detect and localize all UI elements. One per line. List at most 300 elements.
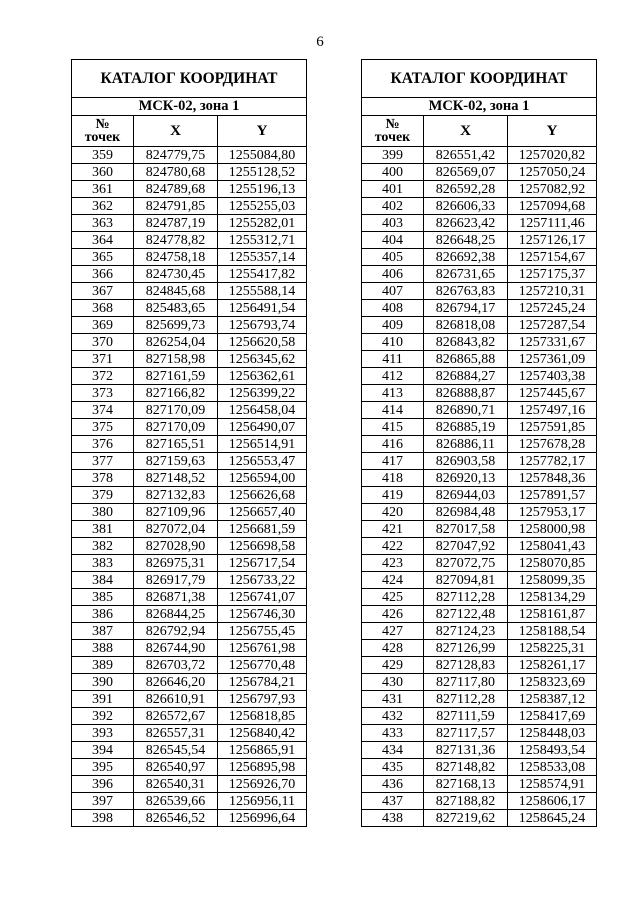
point-number-cell: 384 — [72, 572, 134, 589]
table-row — [72, 215, 307, 232]
y-coordinate-cell: 1258533,08 — [508, 759, 597, 776]
point-number-cell: 368 — [72, 300, 134, 317]
y-coordinate-cell: 1258323,69 — [508, 674, 597, 691]
y-coordinate-cell: 1258417,69 — [508, 708, 597, 725]
point-number-cell: 360 — [72, 164, 134, 181]
table-row — [72, 555, 307, 572]
column-header-point-number: № точек — [362, 116, 424, 147]
table-subtitle: МСК-02, зона 1 — [72, 98, 307, 116]
x-coordinate-cell: 827219,62 — [424, 810, 508, 827]
point-number-cell: 365 — [72, 249, 134, 266]
x-coordinate-cell: 826540,97 — [134, 759, 218, 776]
y-coordinate-cell: 1256490,07 — [218, 419, 307, 436]
point-number-cell: 379 — [72, 487, 134, 504]
coordinate-catalog-table-left — [71, 59, 307, 827]
point-number-cell: 418 — [362, 470, 424, 487]
y-coordinate-cell: 1255417,82 — [218, 266, 307, 283]
y-coordinate-cell: 1256770,48 — [218, 657, 307, 674]
point-number-cell: 381 — [72, 521, 134, 538]
y-coordinate-cell: 1256784,21 — [218, 674, 307, 691]
y-coordinate-cell: 1257154,67 — [508, 249, 597, 266]
table-row — [72, 402, 307, 419]
x-coordinate-cell: 826692,38 — [424, 249, 508, 266]
y-coordinate-cell: 1257082,92 — [508, 181, 597, 198]
table-row — [362, 470, 597, 487]
point-number-cell: 410 — [362, 334, 424, 351]
table-row — [362, 657, 597, 674]
point-number-cell: 429 — [362, 657, 424, 674]
table-row — [72, 317, 307, 334]
y-coordinate-cell: 1257210,31 — [508, 283, 597, 300]
table-row — [72, 742, 307, 759]
point-number-cell: 417 — [362, 453, 424, 470]
table-row — [72, 623, 307, 640]
table-title: КАТАЛОГ КООРДИНАТ — [362, 60, 597, 98]
column-header-y: Y — [218, 116, 307, 147]
table-row — [72, 538, 307, 555]
point-number-cell: 366 — [72, 266, 134, 283]
point-number-cell: 412 — [362, 368, 424, 385]
x-coordinate-cell: 826545,54 — [134, 742, 218, 759]
table-row — [72, 368, 307, 385]
x-coordinate-cell: 827170,09 — [134, 402, 218, 419]
table-row — [72, 691, 307, 708]
point-number-cell: 394 — [72, 742, 134, 759]
point-number-cell: 425 — [362, 589, 424, 606]
y-coordinate-cell: 1255084,80 — [218, 147, 307, 164]
table-row — [72, 249, 307, 266]
table-row — [362, 640, 597, 657]
point-number-cell: 432 — [362, 708, 424, 725]
table-row — [362, 419, 597, 436]
y-coordinate-cell: 1258134,29 — [508, 589, 597, 606]
table-row — [72, 521, 307, 538]
table-row — [72, 266, 307, 283]
point-number-cell: 408 — [362, 300, 424, 317]
point-number-cell: 428 — [362, 640, 424, 657]
y-coordinate-cell: 1255196,13 — [218, 181, 307, 198]
x-coordinate-cell: 827188,82 — [424, 793, 508, 810]
y-coordinate-cell: 1257403,38 — [508, 368, 597, 385]
point-number-cell: 436 — [362, 776, 424, 793]
table-row — [72, 640, 307, 657]
y-coordinate-cell: 1255255,03 — [218, 198, 307, 215]
y-coordinate-cell: 1258261,17 — [508, 657, 597, 674]
y-coordinate-cell: 1256362,61 — [218, 368, 307, 385]
point-number-cell: 434 — [362, 742, 424, 759]
point-number-cell: 362 — [72, 198, 134, 215]
table-row — [362, 810, 597, 827]
x-coordinate-cell: 827109,96 — [134, 504, 218, 521]
point-number-cell: 395 — [72, 759, 134, 776]
x-coordinate-cell: 827122,48 — [424, 606, 508, 623]
y-coordinate-cell: 1256865,91 — [218, 742, 307, 759]
table-row — [362, 453, 597, 470]
point-number-cell: 373 — [72, 385, 134, 402]
table-body — [362, 147, 597, 827]
point-number-cell: 435 — [362, 759, 424, 776]
y-coordinate-cell: 1258387,12 — [508, 691, 597, 708]
x-coordinate-cell: 827165,51 — [134, 436, 218, 453]
x-coordinate-cell: 824778,82 — [134, 232, 218, 249]
y-coordinate-cell: 1258099,35 — [508, 572, 597, 589]
y-coordinate-cell: 1256741,07 — [218, 589, 307, 606]
x-coordinate-cell: 826792,94 — [134, 623, 218, 640]
y-coordinate-cell: 1258574,91 — [508, 776, 597, 793]
table-row — [72, 793, 307, 810]
table-row — [72, 453, 307, 470]
point-number-cell: 419 — [362, 487, 424, 504]
y-coordinate-cell: 1256818,85 — [218, 708, 307, 725]
x-coordinate-cell: 826592,28 — [424, 181, 508, 198]
point-number-cell: 372 — [72, 368, 134, 385]
point-number-cell: 411 — [362, 351, 424, 368]
table-row — [362, 300, 597, 317]
point-number-cell: 370 — [72, 334, 134, 351]
point-number-cell: 359 — [72, 147, 134, 164]
table-row — [362, 334, 597, 351]
x-coordinate-cell: 827126,99 — [424, 640, 508, 657]
y-coordinate-cell: 1256594,00 — [218, 470, 307, 487]
x-coordinate-cell: 824758,18 — [134, 249, 218, 266]
x-coordinate-cell: 827072,04 — [134, 521, 218, 538]
table-row — [72, 181, 307, 198]
x-coordinate-cell: 826886,11 — [424, 436, 508, 453]
point-number-cell: 390 — [72, 674, 134, 691]
table-row — [362, 759, 597, 776]
y-coordinate-cell: 1257245,24 — [508, 300, 597, 317]
table-row — [72, 572, 307, 589]
y-coordinate-cell: 1258070,85 — [508, 555, 597, 572]
point-number-cell: 389 — [72, 657, 134, 674]
point-number-cell: 367 — [72, 283, 134, 300]
y-coordinate-cell: 1256761,98 — [218, 640, 307, 657]
point-number-cell: 405 — [362, 249, 424, 266]
point-number-cell: 406 — [362, 266, 424, 283]
table-row — [362, 317, 597, 334]
x-coordinate-cell: 826984,48 — [424, 504, 508, 521]
point-number-cell: 404 — [362, 232, 424, 249]
point-number-cell: 391 — [72, 691, 134, 708]
y-coordinate-cell: 1257361,09 — [508, 351, 597, 368]
point-number-cell: 416 — [362, 436, 424, 453]
table-row — [362, 436, 597, 453]
x-coordinate-cell: 824779,75 — [134, 147, 218, 164]
x-coordinate-cell: 826917,79 — [134, 572, 218, 589]
x-coordinate-cell: 826539,66 — [134, 793, 218, 810]
table-row — [72, 674, 307, 691]
point-number-cell: 427 — [362, 623, 424, 640]
point-number-cell: 386 — [72, 606, 134, 623]
x-coordinate-cell: 827170,09 — [134, 419, 218, 436]
x-coordinate-cell: 826648,25 — [424, 232, 508, 249]
y-coordinate-cell: 1257678,28 — [508, 436, 597, 453]
y-coordinate-cell: 1255282,01 — [218, 215, 307, 232]
x-coordinate-cell: 827148,52 — [134, 470, 218, 487]
x-coordinate-cell: 826569,07 — [424, 164, 508, 181]
y-coordinate-cell: 1257782,17 — [508, 453, 597, 470]
table-row — [362, 249, 597, 266]
x-coordinate-cell: 826254,04 — [134, 334, 218, 351]
x-coordinate-cell: 827128,83 — [424, 657, 508, 674]
x-coordinate-cell: 826744,90 — [134, 640, 218, 657]
y-coordinate-cell: 1258606,17 — [508, 793, 597, 810]
point-number-cell: 431 — [362, 691, 424, 708]
point-number-cell: 382 — [72, 538, 134, 555]
y-coordinate-cell: 1255312,71 — [218, 232, 307, 249]
table-row — [72, 334, 307, 351]
y-coordinate-cell: 1256733,22 — [218, 572, 307, 589]
x-coordinate-cell: 827159,63 — [134, 453, 218, 470]
x-coordinate-cell: 827131,36 — [424, 742, 508, 759]
table-row — [362, 708, 597, 725]
x-coordinate-cell: 827017,58 — [424, 521, 508, 538]
point-number-cell: 374 — [72, 402, 134, 419]
table-row — [72, 776, 307, 793]
point-number-cell: 420 — [362, 504, 424, 521]
x-coordinate-cell: 826843,82 — [424, 334, 508, 351]
x-coordinate-cell: 826606,33 — [424, 198, 508, 215]
x-coordinate-cell: 826944,03 — [424, 487, 508, 504]
table-row — [72, 300, 307, 317]
y-coordinate-cell: 1256956,11 — [218, 793, 307, 810]
y-coordinate-cell: 1256399,22 — [218, 385, 307, 402]
x-coordinate-cell: 826818,08 — [424, 317, 508, 334]
table-row — [362, 232, 597, 249]
x-coordinate-cell: 824791,85 — [134, 198, 218, 215]
y-coordinate-cell: 1258161,87 — [508, 606, 597, 623]
table-row — [72, 487, 307, 504]
point-number-cell: 413 — [362, 385, 424, 402]
table-row — [72, 470, 307, 487]
y-coordinate-cell: 1257126,17 — [508, 232, 597, 249]
x-coordinate-cell: 826794,17 — [424, 300, 508, 317]
table-row — [362, 266, 597, 283]
point-number-cell: 376 — [72, 436, 134, 453]
table-row — [362, 725, 597, 742]
point-number-cell: 371 — [72, 351, 134, 368]
x-coordinate-cell: 826865,88 — [424, 351, 508, 368]
table-row — [72, 436, 307, 453]
x-coordinate-cell: 826703,72 — [134, 657, 218, 674]
y-coordinate-cell: 1258645,24 — [508, 810, 597, 827]
point-number-cell: 369 — [72, 317, 134, 334]
y-coordinate-cell: 1258225,31 — [508, 640, 597, 657]
point-number-cell: 398 — [72, 810, 134, 827]
y-coordinate-cell: 1256797,93 — [218, 691, 307, 708]
y-coordinate-cell: 1256793,74 — [218, 317, 307, 334]
table-row — [362, 181, 597, 198]
x-coordinate-cell: 826623,42 — [424, 215, 508, 232]
point-number-cell: 401 — [362, 181, 424, 198]
point-number-cell: 378 — [72, 470, 134, 487]
table-row — [362, 351, 597, 368]
table-row — [362, 555, 597, 572]
point-number-cell: 421 — [362, 521, 424, 538]
x-coordinate-cell: 826731,65 — [424, 266, 508, 283]
point-number-cell: 377 — [72, 453, 134, 470]
table-row — [72, 725, 307, 742]
x-coordinate-cell: 827094,81 — [424, 572, 508, 589]
x-coordinate-cell: 826646,20 — [134, 674, 218, 691]
x-coordinate-cell: 824780,68 — [134, 164, 218, 181]
point-number-cell: 392 — [72, 708, 134, 725]
x-coordinate-cell: 826884,27 — [424, 368, 508, 385]
table-row — [362, 198, 597, 215]
y-coordinate-cell: 1257175,37 — [508, 266, 597, 283]
y-coordinate-cell: 1257111,46 — [508, 215, 597, 232]
column-header-y: Y — [508, 116, 597, 147]
y-coordinate-cell: 1258493,54 — [508, 742, 597, 759]
x-coordinate-cell: 826572,67 — [134, 708, 218, 725]
table-row — [362, 147, 597, 164]
y-coordinate-cell: 1256681,59 — [218, 521, 307, 538]
point-number-cell: 424 — [362, 572, 424, 589]
table-row — [72, 164, 307, 181]
x-coordinate-cell: 826610,91 — [134, 691, 218, 708]
x-coordinate-cell: 826888,87 — [424, 385, 508, 402]
point-number-cell: 383 — [72, 555, 134, 572]
x-coordinate-cell: 827148,82 — [424, 759, 508, 776]
column-header-x: X — [424, 116, 508, 147]
table-row — [362, 793, 597, 810]
y-coordinate-cell: 1257891,57 — [508, 487, 597, 504]
point-number-cell: 396 — [72, 776, 134, 793]
x-coordinate-cell: 826885,19 — [424, 419, 508, 436]
y-coordinate-cell: 1257287,54 — [508, 317, 597, 334]
y-coordinate-cell: 1257497,16 — [508, 402, 597, 419]
y-coordinate-cell: 1255357,14 — [218, 249, 307, 266]
x-coordinate-cell: 824789,68 — [134, 181, 218, 198]
table-row — [362, 742, 597, 759]
x-coordinate-cell: 826763,83 — [424, 283, 508, 300]
point-number-cell: 380 — [72, 504, 134, 521]
y-coordinate-cell: 1257953,17 — [508, 504, 597, 521]
point-number-cell: 364 — [72, 232, 134, 249]
y-coordinate-cell: 1257331,67 — [508, 334, 597, 351]
table-row — [362, 606, 597, 623]
y-coordinate-cell: 1255588,14 — [218, 283, 307, 300]
table-row — [362, 674, 597, 691]
point-number-cell: 422 — [362, 538, 424, 555]
table-row — [72, 589, 307, 606]
page-number: 6 — [316, 34, 324, 50]
y-coordinate-cell: 1256717,54 — [218, 555, 307, 572]
table-row — [362, 368, 597, 385]
y-coordinate-cell: 1257094,68 — [508, 198, 597, 215]
x-coordinate-cell: 824787,19 — [134, 215, 218, 232]
table-row — [72, 283, 307, 300]
table-row — [362, 164, 597, 181]
y-coordinate-cell: 1256755,45 — [218, 623, 307, 640]
point-number-cell: 385 — [72, 589, 134, 606]
y-coordinate-cell: 1257050,24 — [508, 164, 597, 181]
table-row — [362, 538, 597, 555]
column-header-x: X — [134, 116, 218, 147]
y-coordinate-cell: 1258041,43 — [508, 538, 597, 555]
y-coordinate-cell: 1256840,42 — [218, 725, 307, 742]
y-coordinate-cell: 1255128,52 — [218, 164, 307, 181]
x-coordinate-cell: 827117,80 — [424, 674, 508, 691]
y-coordinate-cell: 1257020,82 — [508, 147, 597, 164]
table-row — [362, 402, 597, 419]
table-row — [72, 759, 307, 776]
point-number-cell: 388 — [72, 640, 134, 657]
y-coordinate-cell: 1256345,62 — [218, 351, 307, 368]
y-coordinate-cell: 1256458,04 — [218, 402, 307, 419]
point-number-cell: 426 — [362, 606, 424, 623]
y-coordinate-cell: 1256926,70 — [218, 776, 307, 793]
table-row — [72, 810, 307, 827]
point-number-cell: 361 — [72, 181, 134, 198]
table-row — [362, 283, 597, 300]
x-coordinate-cell: 827132,83 — [134, 487, 218, 504]
x-coordinate-cell: 827117,57 — [424, 725, 508, 742]
point-number-cell: 433 — [362, 725, 424, 742]
point-number-cell: 363 — [72, 215, 134, 232]
table-row — [72, 351, 307, 368]
point-number-cell: 409 — [362, 317, 424, 334]
x-coordinate-cell: 826890,71 — [424, 402, 508, 419]
point-number-cell: 397 — [72, 793, 134, 810]
y-coordinate-cell: 1256698,58 — [218, 538, 307, 555]
x-coordinate-cell: 825699,73 — [134, 317, 218, 334]
y-coordinate-cell: 1256491,54 — [218, 300, 307, 317]
x-coordinate-cell: 826546,52 — [134, 810, 218, 827]
y-coordinate-cell: 1256553,47 — [218, 453, 307, 470]
table-row — [362, 623, 597, 640]
x-coordinate-cell: 826551,42 — [424, 147, 508, 164]
y-coordinate-cell: 1256746,30 — [218, 606, 307, 623]
x-coordinate-cell: 826844,25 — [134, 606, 218, 623]
table-row — [362, 776, 597, 793]
table-body — [72, 147, 307, 827]
x-coordinate-cell: 826903,58 — [424, 453, 508, 470]
x-coordinate-cell: 826557,31 — [134, 725, 218, 742]
x-coordinate-cell: 825483,65 — [134, 300, 218, 317]
point-number-cell: 415 — [362, 419, 424, 436]
table-row — [72, 232, 307, 249]
table-row — [362, 691, 597, 708]
table-row — [72, 147, 307, 164]
table-subtitle: МСК-02, зона 1 — [362, 98, 597, 116]
y-coordinate-cell: 1257591,85 — [508, 419, 597, 436]
table-row — [362, 572, 597, 589]
x-coordinate-cell: 827047,92 — [424, 538, 508, 555]
table-row — [72, 657, 307, 674]
table-row — [72, 708, 307, 725]
table-row — [72, 504, 307, 521]
y-coordinate-cell: 1258000,98 — [508, 521, 597, 538]
y-coordinate-cell: 1257445,67 — [508, 385, 597, 402]
y-coordinate-cell: 1256657,40 — [218, 504, 307, 521]
x-coordinate-cell: 826975,31 — [134, 555, 218, 572]
x-coordinate-cell: 827112,28 — [424, 691, 508, 708]
y-coordinate-cell: 1256620,58 — [218, 334, 307, 351]
coordinate-catalog-table-right — [361, 59, 597, 827]
y-coordinate-cell: 1256626,68 — [218, 487, 307, 504]
point-number-cell: 375 — [72, 419, 134, 436]
point-number-cell: 407 — [362, 283, 424, 300]
point-number-cell: 399 — [362, 147, 424, 164]
point-number-cell: 403 — [362, 215, 424, 232]
table-row — [72, 198, 307, 215]
table-row — [72, 606, 307, 623]
y-coordinate-cell: 1258448,03 — [508, 725, 597, 742]
x-coordinate-cell: 827124,23 — [424, 623, 508, 640]
x-coordinate-cell: 826871,38 — [134, 589, 218, 606]
point-number-cell: 430 — [362, 674, 424, 691]
